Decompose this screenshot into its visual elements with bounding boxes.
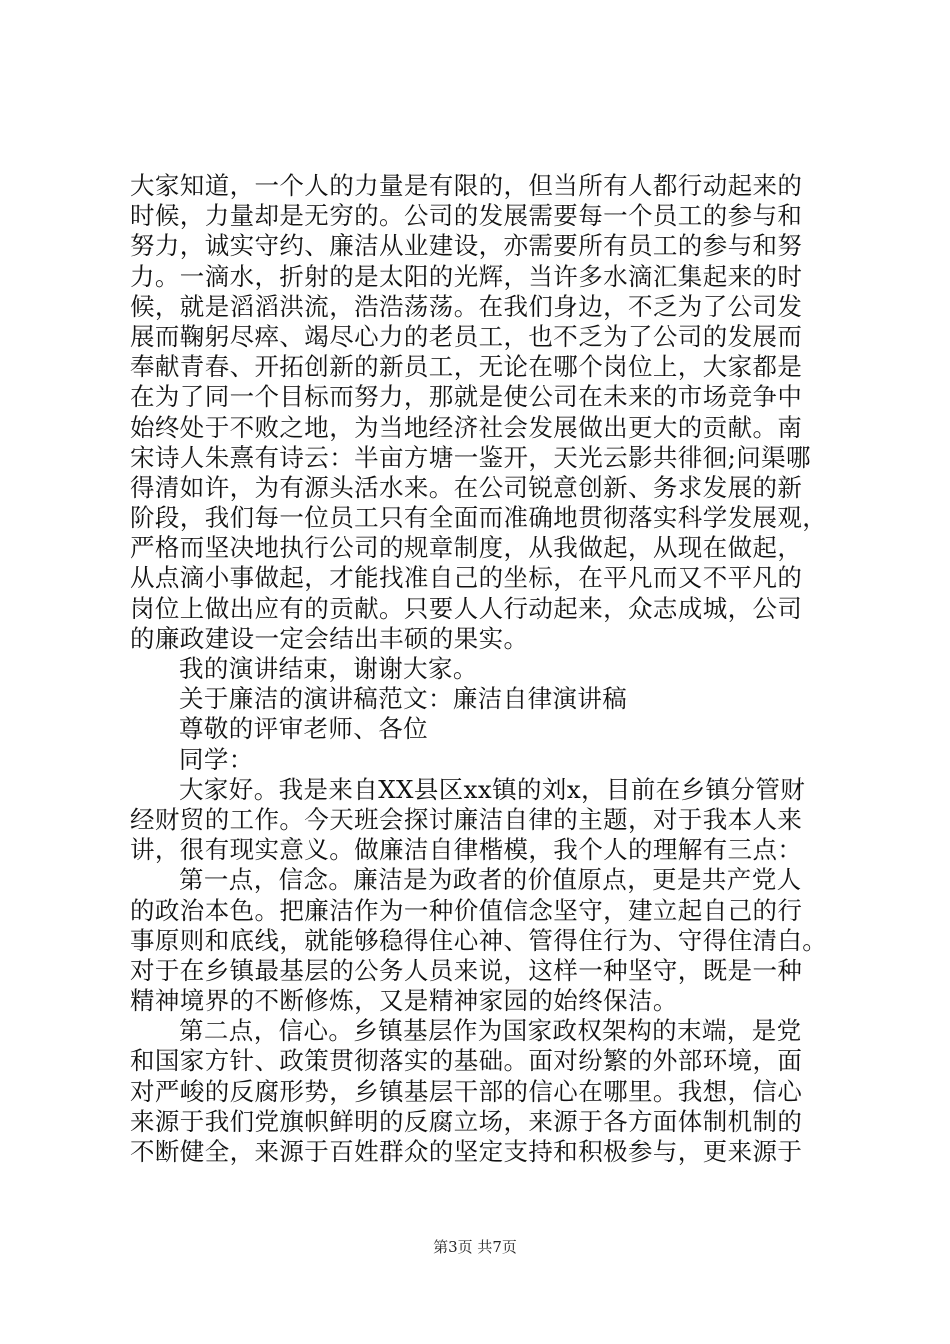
text-line: 讲，很有现实意义。做廉洁自律楷模，我个人的理解有三点： xyxy=(130,835,803,865)
text-line: 同学： xyxy=(179,744,254,774)
text-line: 我的演讲结束，谢谢大家。 xyxy=(179,654,478,683)
text-line: 大家知道，一个人的力量是有限的，但当所有人都行动起来的 xyxy=(130,171,803,200)
text-line: 对严峻的反腐形势，乡镇基层干部的信心在哪里。我想，信心 xyxy=(130,1076,803,1106)
text-line: 时候，力量却是无穷的。公司的发展需要每一个员工的参与和 xyxy=(130,201,803,231)
text-line: 关于廉洁的演讲稿范文：廉洁自律演讲稿 xyxy=(179,684,628,714)
text-line: 宋诗人朱熹有诗云：半亩方塘一鉴开，天光云影共徘徊;问渠哪 xyxy=(130,442,811,472)
text-line: 第一点，信念。廉洁是为政者的价值原点，更是共产党人 xyxy=(179,865,802,895)
text-line: 始终处于不败之地，为当地经济社会发展做出更大的贡献。南 xyxy=(130,412,803,442)
text-line: 对于在乡镇最基层的公务人员来说，这样一种坚守，既是一种 xyxy=(130,955,803,985)
text-line: 第二点，信心。乡镇基层作为国家政权架构的末端，是党 xyxy=(179,1016,802,1046)
text-line: 来源于我们党旗帜鲜明的反腐立场，来源于各方面体制机制的 xyxy=(130,1106,803,1136)
text-line: 在为了同一个目标而努力，那就是使公司在未来的市场竞争中 xyxy=(130,382,803,412)
document-body xyxy=(130,171,830,1167)
text-line: 严格而坚决地执行公司的规章制度，从我做起，从现在做起， xyxy=(130,533,803,563)
text-line: 奉献青春、开拓创新的新员工，无论在哪个岗位上，大家都是 xyxy=(130,352,803,382)
text-line: 精神境界的不断修炼，又是精神家园的始终保洁。 xyxy=(130,986,678,1016)
text-line: 从点滴小事做起，才能找准自己的坐标，在平凡而又不平凡的 xyxy=(130,563,803,593)
text-line: 力。一滴水，折射的是太阳的光辉，当许多水滴汇集起来的时 xyxy=(130,261,803,291)
text-line: 阶段，我们每一位员工只有全面而准确地贯彻落实科学发展观， xyxy=(130,503,828,533)
text-line: 不断健全，来源于百姓群众的坚定支持和积极参与，更来源于 xyxy=(130,1137,803,1166)
text-line: 和国家方针、政策贯彻落实的基础。面对纷繁的外部环境，面 xyxy=(130,1046,803,1076)
text-line: 候，就是滔滔洪流，浩浩荡荡。在我们身边，不乏为了公司发 xyxy=(130,291,803,321)
text-line: 经财贸的工作。今天班会探讨廉洁自律的主题，对于我本人来 xyxy=(130,804,803,834)
text-line: 的廉政建设一定会结出丰硕的果实。 xyxy=(130,623,529,653)
text-line: 努力，诚实守约、廉洁从业建设，亦需要所有员工的参与和努 xyxy=(130,231,803,261)
text-line: 尊敬的评审老师、各位 xyxy=(179,714,428,744)
text-line: 大家好。我是来自XX县区xx镇的刘x，目前在乡镇分管财 xyxy=(179,774,806,804)
text-line: 事原则和底线，就能够稳得住心神、管得住行为、守得住清白。 xyxy=(130,925,828,955)
text-line: 的政治本色。把廉洁作为一种价值信念坚守，建立起自己的行 xyxy=(130,895,803,925)
text-line: 展而鞠躬尽瘁、竭尽心力的老员工，也不乏为了公司的发展而 xyxy=(130,321,803,351)
text-line: 岗位上做出应有的贡献。只要人人行动起来，众志成城，公司 xyxy=(130,593,803,623)
page-number-footer: 第3页 共7页 xyxy=(433,1238,517,1256)
text-line: 得清如许，为有源头活水来。在公司锐意创新、务求发展的新 xyxy=(130,472,803,502)
